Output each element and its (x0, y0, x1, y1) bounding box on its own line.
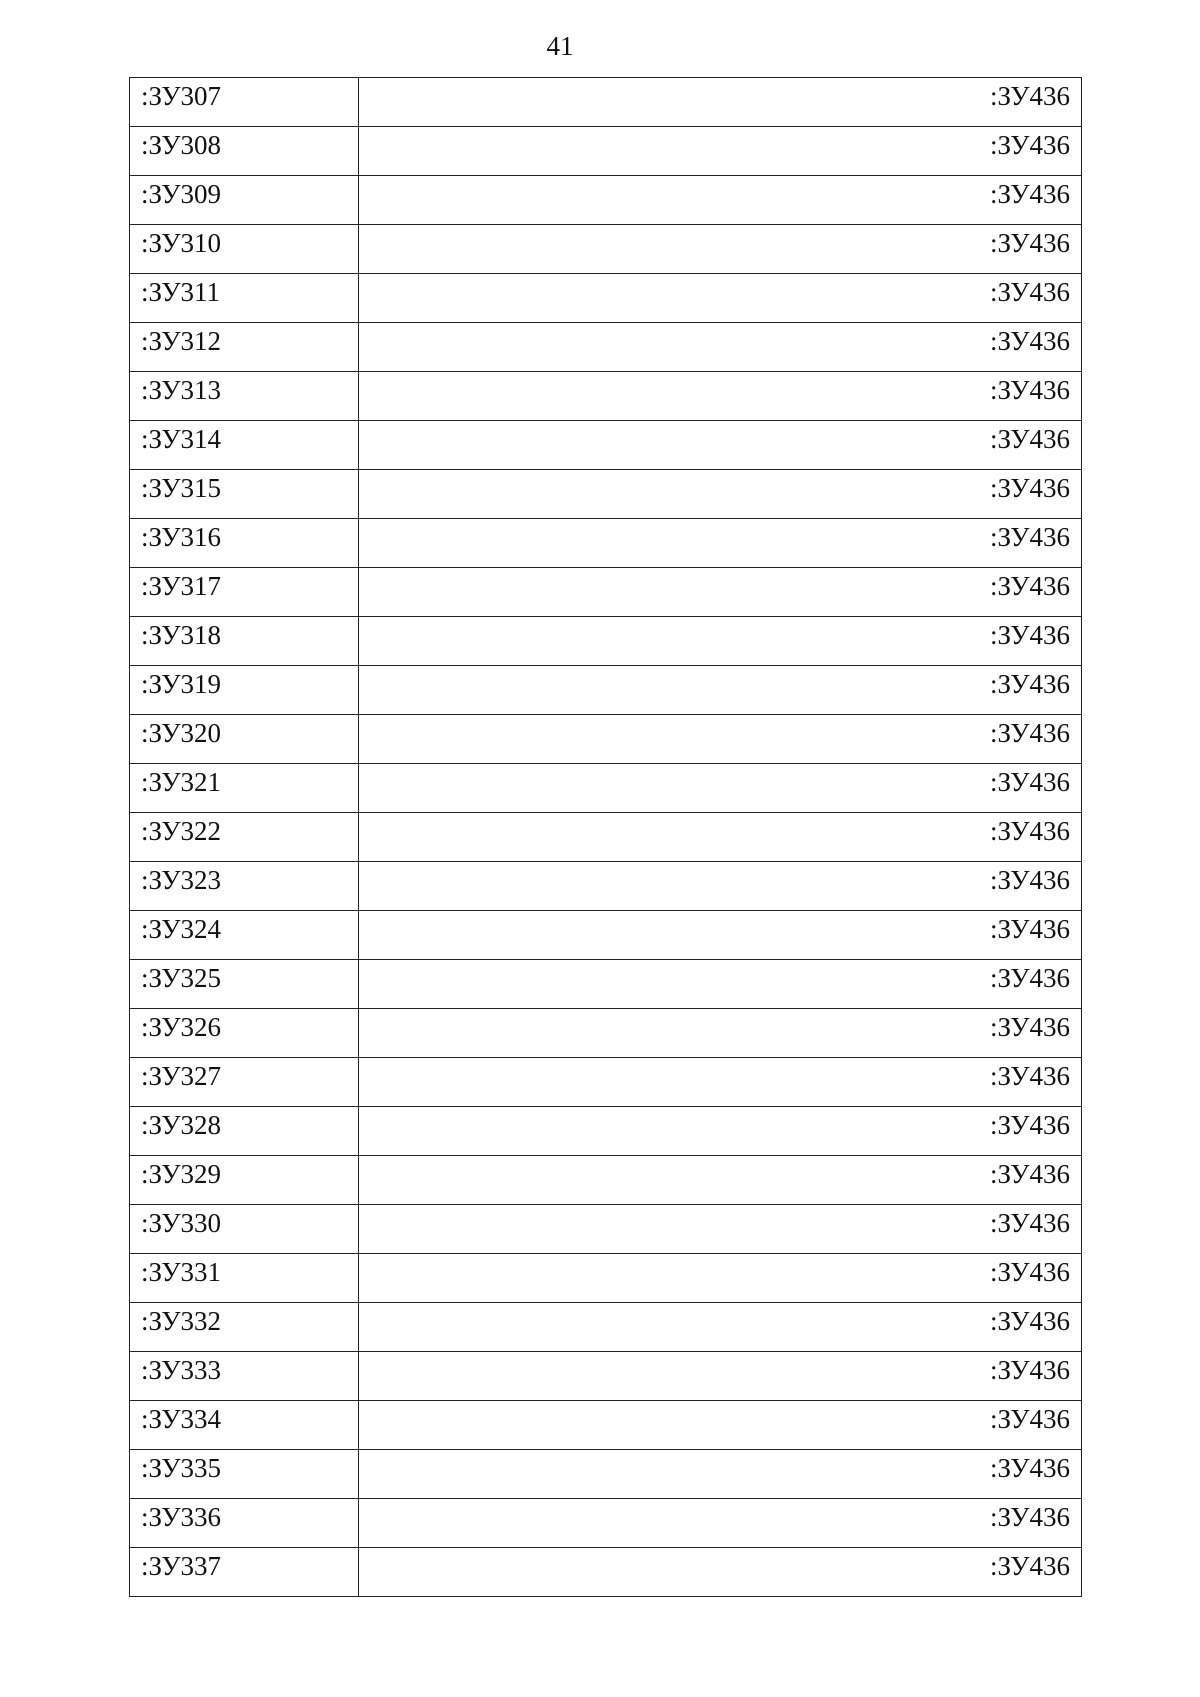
parcel-id-cell: :ЗУ312 (130, 323, 359, 372)
table-row (130, 421, 1082, 470)
target-parcel-cell: :ЗУ436 (359, 1156, 1082, 1205)
target-parcel-cell: :ЗУ436 (359, 1205, 1082, 1254)
parcel-id-cell: :ЗУ329 (130, 1156, 359, 1205)
parcel-table (129, 77, 1082, 1597)
parcel-id-cell: :ЗУ320 (130, 715, 359, 764)
table-row (130, 323, 1082, 372)
target-parcel-cell: :ЗУ436 (359, 323, 1082, 372)
table-row (130, 1009, 1082, 1058)
target-parcel-cell: :ЗУ436 (359, 1058, 1082, 1107)
table-row (130, 1205, 1082, 1254)
table-row (130, 519, 1082, 568)
target-parcel-cell: :ЗУ436 (359, 1499, 1082, 1548)
target-parcel-cell: :ЗУ436 (359, 1254, 1082, 1303)
target-parcel-cell: :ЗУ436 (359, 617, 1082, 666)
table-row (130, 666, 1082, 715)
target-parcel-cell: :ЗУ436 (359, 519, 1082, 568)
parcel-id-cell: :ЗУ334 (130, 1401, 359, 1450)
table-row (130, 911, 1082, 960)
target-parcel-cell: :ЗУ436 (359, 666, 1082, 715)
parcel-id-cell: :ЗУ324 (130, 911, 359, 960)
table-row (130, 1450, 1082, 1499)
parcel-id-cell: :ЗУ328 (130, 1107, 359, 1156)
parcel-id-cell: :ЗУ331 (130, 1254, 359, 1303)
target-parcel-cell: :ЗУ436 (359, 470, 1082, 519)
table-row (130, 1254, 1082, 1303)
table-row (130, 862, 1082, 911)
target-parcel-cell: :ЗУ436 (359, 1009, 1082, 1058)
parcel-id-cell: :ЗУ337 (130, 1548, 359, 1597)
parcel-id-cell: :ЗУ319 (130, 666, 359, 715)
parcel-id-cell: :ЗУ311 (130, 274, 359, 323)
parcel-id-cell: :ЗУ321 (130, 764, 359, 813)
parcel-id-cell: :ЗУ315 (130, 470, 359, 519)
parcel-id-cell: :ЗУ336 (130, 1499, 359, 1548)
table-row (130, 127, 1082, 176)
parcel-id-cell: :ЗУ322 (130, 813, 359, 862)
target-parcel-cell: :ЗУ436 (359, 1450, 1082, 1499)
parcel-id-cell: :ЗУ309 (130, 176, 359, 225)
target-parcel-cell: :ЗУ436 (359, 764, 1082, 813)
target-parcel-cell: :ЗУ436 (359, 1303, 1082, 1352)
parcel-id-cell: :ЗУ307 (130, 78, 359, 127)
table-row (130, 225, 1082, 274)
parcel-id-cell: :ЗУ333 (130, 1352, 359, 1401)
table-row (130, 1401, 1082, 1450)
table-row (130, 813, 1082, 862)
table-row (130, 764, 1082, 813)
table-row (130, 372, 1082, 421)
parcel-id-cell: :ЗУ326 (130, 1009, 359, 1058)
table-row (130, 617, 1082, 666)
table-row (130, 568, 1082, 617)
table-row (130, 960, 1082, 1009)
table-row (130, 274, 1082, 323)
target-parcel-cell: :ЗУ436 (359, 372, 1082, 421)
target-parcel-cell: :ЗУ436 (359, 127, 1082, 176)
target-parcel-cell: :ЗУ436 (359, 1548, 1082, 1597)
target-parcel-cell: :ЗУ436 (359, 225, 1082, 274)
target-parcel-cell: :ЗУ436 (359, 1401, 1082, 1450)
target-parcel-cell: :ЗУ436 (359, 715, 1082, 764)
target-parcel-cell: :ЗУ436 (359, 176, 1082, 225)
table-row (130, 1352, 1082, 1401)
table-row (130, 78, 1082, 127)
table-row (130, 176, 1082, 225)
parcel-id-cell: :ЗУ327 (130, 1058, 359, 1107)
target-parcel-cell: :ЗУ436 (359, 568, 1082, 617)
parcel-id-cell: :ЗУ330 (130, 1205, 359, 1254)
parcel-id-cell: :ЗУ323 (130, 862, 359, 911)
table-row (130, 1058, 1082, 1107)
target-parcel-cell: :ЗУ436 (359, 274, 1082, 323)
target-parcel-cell: :ЗУ436 (359, 813, 1082, 862)
parcel-id-cell: :ЗУ335 (130, 1450, 359, 1499)
parcel-id-cell: :ЗУ325 (130, 960, 359, 1009)
parcel-table-body (130, 78, 1082, 1597)
table-row (130, 1156, 1082, 1205)
parcel-id-cell: :ЗУ318 (130, 617, 359, 666)
target-parcel-cell: :ЗУ436 (359, 1107, 1082, 1156)
table-row (130, 470, 1082, 519)
target-parcel-cell: :ЗУ436 (359, 911, 1082, 960)
parcel-id-cell: :ЗУ313 (130, 372, 359, 421)
table-row (130, 1548, 1082, 1597)
parcel-id-cell: :ЗУ314 (130, 421, 359, 470)
parcel-id-cell: :ЗУ308 (130, 127, 359, 176)
page-number: 41 (546, 31, 574, 61)
target-parcel-cell: :ЗУ436 (359, 862, 1082, 911)
target-parcel-cell: :ЗУ436 (359, 1352, 1082, 1401)
table-row (130, 1303, 1082, 1352)
target-parcel-cell: :ЗУ436 (359, 78, 1082, 127)
table-row (130, 1107, 1082, 1156)
table-row (130, 1499, 1082, 1548)
parcel-id-cell: :ЗУ316 (130, 519, 359, 568)
parcel-id-cell: :ЗУ332 (130, 1303, 359, 1352)
target-parcel-cell: :ЗУ436 (359, 421, 1082, 470)
parcel-id-cell: :ЗУ310 (130, 225, 359, 274)
target-parcel-cell: :ЗУ436 (359, 960, 1082, 1009)
parcel-id-cell: :ЗУ317 (130, 568, 359, 617)
table-row (130, 715, 1082, 764)
